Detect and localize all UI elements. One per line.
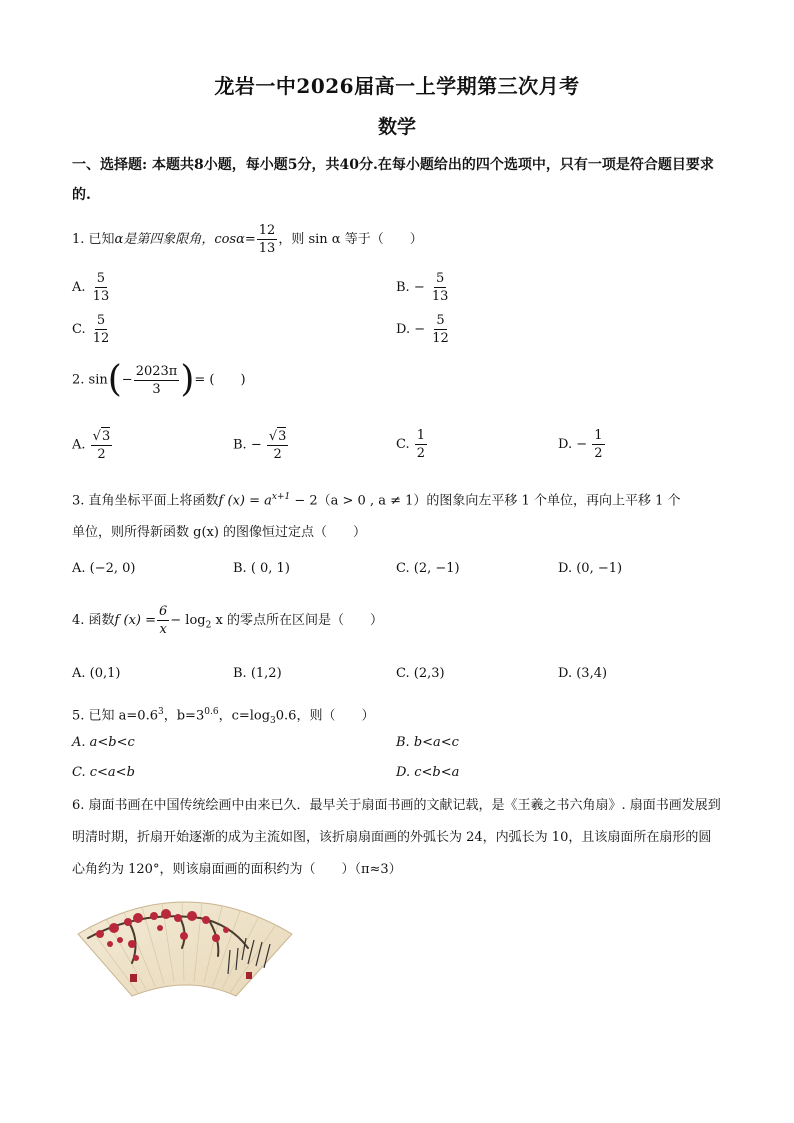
q2-option-a[interactable] <box>72 427 113 463</box>
q3-prefix: 3. 直角坐标平面上将函数 <box>72 493 219 509</box>
fan-painting-svg <box>70 888 300 998</box>
q4-prefix: 4. 函数 <box>72 613 115 628</box>
q2-b-fraction <box>267 427 289 463</box>
question-6: 6. 扇面书画在中国传统绘画中由来已久．最早关于扇面书画的文献记载，是《王羲之书六角扇》. 扇面书画发展到明清时期，折扇开始逐渐的成为主流如图，该折扇扇面画的外弧长为 24，内弧长为 10，且该扇面所在扇形的圆心角约为 120°，则该扇面画的面积约为（ ）（π≈3） <box>72 798 721 877</box>
q1-prefix: 1. 已知 <box>72 232 115 247</box>
question-1 <box>72 222 423 257</box>
q4-log-base: 2 <box>205 620 212 631</box>
frac-num: √3 <box>268 429 287 444</box>
q4-option-c[interactable]: C. (2,3) <box>396 666 445 681</box>
frac-den: 2 <box>594 446 603 461</box>
option-label: B. <box>233 437 247 453</box>
frac-den: 2 <box>416 446 426 461</box>
option-label: C. <box>72 322 86 337</box>
q2-option-d[interactable] <box>558 427 606 462</box>
q1-den: 13 <box>258 241 276 256</box>
q1-option-c[interactable] <box>72 312 112 347</box>
q5-suffix: 0.6，则（ ） <box>275 708 375 724</box>
q5-exp2: 0.6 <box>204 707 219 717</box>
q3-line1-end: 的图象向左平移 1 个单位，再向上平移 1 个 <box>426 493 681 509</box>
q2-option-c[interactable] <box>396 427 428 462</box>
page-title: 龙岩一中2026届高一上学期第三次月考 <box>214 74 580 98</box>
question-3 <box>72 488 680 510</box>
q2-prefix: 2. sin <box>72 372 108 388</box>
q2-option-b[interactable] <box>233 427 289 463</box>
q4-den: x <box>159 622 167 637</box>
q4-option-b[interactable]: B. (1,2) <box>233 666 282 681</box>
q5-option-c[interactable]: C. c<a<b <box>72 765 135 780</box>
q5-option-a[interactable]: A. a<b<c <box>72 735 135 750</box>
q1-c-fraction <box>91 312 112 347</box>
q5-mid2: ，c=log <box>218 708 271 724</box>
radicand: 3 <box>278 429 287 444</box>
option-label: D. <box>396 322 411 337</box>
q4-log: − log <box>170 613 206 628</box>
q4-option-d[interactable]: D. (3,4) <box>558 666 608 681</box>
q1-b-fraction <box>430 270 451 305</box>
q1-option-a[interactable] <box>72 270 112 305</box>
q4-option-a[interactable]: A. (0,1) <box>72 666 121 681</box>
q1-suffix: ，则 sin α 等于（ ） <box>278 232 423 247</box>
frac-num: 1 <box>416 428 426 443</box>
q1-fraction <box>257 222 278 257</box>
q4-num: 6 <box>159 604 168 619</box>
left-paren: ( <box>107 359 122 400</box>
q2-num: 2023π <box>135 363 178 379</box>
q3-option-a[interactable]: A. (−2, 0) <box>72 561 136 576</box>
frac-den: 13 <box>431 289 449 304</box>
minus-sign: − <box>576 437 588 452</box>
frac-num: 1 <box>594 428 603 443</box>
q4-function: f (x) = <box>114 613 156 628</box>
q3-option-c[interactable]: C. (2, −1) <box>396 561 460 576</box>
q5-exp1: 3 <box>158 707 164 717</box>
question-4 <box>72 603 383 638</box>
frac-den: 13 <box>92 289 110 304</box>
frac-den: 12 <box>432 331 449 346</box>
frac-num: 5 <box>436 271 445 286</box>
section-heading: 一、选择题: 本题共8小题，每小题5分，共40分.在每小题给出的四个选项中，只有一项是符合题目要求的. <box>72 157 714 203</box>
q2-den: 3 <box>152 381 161 397</box>
q2-suffix: = ( ) <box>194 372 246 388</box>
q1-a-fraction <box>91 270 112 305</box>
option-label: A. <box>72 437 86 453</box>
q3-function-tail: − 2（a > 0 , a ≠ 1） <box>290 493 427 509</box>
right-paren: ) <box>180 359 195 400</box>
q1-num: 12 <box>258 223 276 238</box>
seal-stamp <box>130 974 137 982</box>
question-2 <box>72 359 246 400</box>
radicand: 3 <box>101 429 111 444</box>
option-label: A. <box>72 280 86 295</box>
q5-option-b[interactable]: B. b<a<c <box>396 735 459 750</box>
option-label: D. <box>558 437 573 452</box>
q3-exponent: x+1 <box>271 492 291 502</box>
q1-d-fraction <box>430 312 451 347</box>
frac-num: 5 <box>96 313 106 328</box>
frac-den: 2 <box>273 447 282 462</box>
q4-fraction <box>157 603 169 638</box>
q5-option-d[interactable]: D. c<b<a <box>396 765 460 780</box>
q2-c-fraction <box>415 427 427 462</box>
q3-option-b[interactable]: B. ( 0, 1) <box>233 561 290 576</box>
q3-function: f (x) = a <box>218 493 272 509</box>
q2-fraction <box>134 363 180 398</box>
q5-prefix: 5. 已知 a=0.6 <box>72 708 158 724</box>
frac-num: √3 <box>92 429 111 444</box>
option-label: B. <box>396 280 410 295</box>
subject-heading: 数学 <box>377 116 416 138</box>
minus-sign: − <box>250 437 262 453</box>
q3-option-d[interactable]: D. (0, −1) <box>558 561 623 576</box>
fan-painting-image <box>70 888 300 998</box>
q2-d-fraction <box>592 427 604 462</box>
q5-log-base: 3 <box>270 715 276 726</box>
q5-mid1: ，b=3 <box>163 708 205 724</box>
frac-den: 2 <box>97 447 106 462</box>
minus-sign: − <box>121 372 133 388</box>
question-3-line2: 单位，则所得新函数 g(x) 的图像恒过定点（ ） <box>72 525 367 540</box>
q1-condition: α是第四象限角，cosα= <box>114 232 256 247</box>
frac-den: 12 <box>92 331 110 346</box>
q1-option-d[interactable] <box>396 312 452 347</box>
frac-num: 5 <box>96 271 106 286</box>
q4-suffix: x 的零点所在区间是（ ） <box>211 613 383 628</box>
q2-a-fraction <box>91 427 113 463</box>
option-label: C. <box>396 437 410 452</box>
minus-sign: − <box>414 322 426 337</box>
minus-sign: − <box>413 280 425 295</box>
seal-stamp <box>246 972 252 979</box>
frac-num: 5 <box>436 313 445 328</box>
question-5 <box>72 703 374 730</box>
q1-option-b[interactable] <box>396 270 451 305</box>
